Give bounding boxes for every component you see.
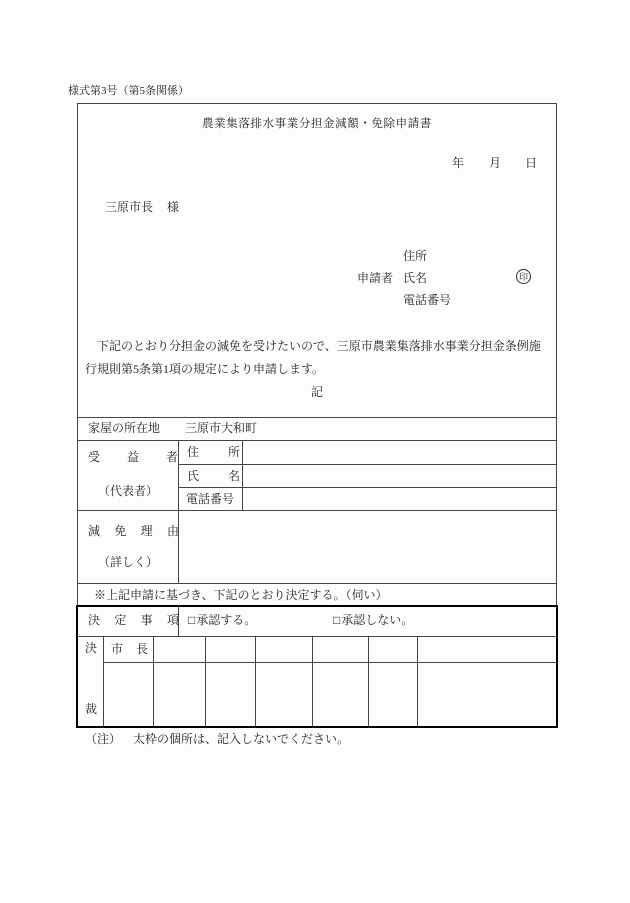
divider bbox=[103, 662, 556, 663]
checkbox-approve-icon: □ bbox=[188, 613, 196, 627]
reject-label: 承認しない。 bbox=[341, 613, 414, 627]
footnote-prefix: （注） bbox=[85, 732, 122, 746]
house-location-value: 三原市大和町 bbox=[185, 421, 258, 435]
addressee-name: 三原市長 bbox=[105, 200, 154, 214]
divider bbox=[153, 637, 154, 726]
applicant-phone-label: 電話番号 bbox=[403, 293, 452, 307]
addressee-honorific: 様 bbox=[167, 200, 180, 214]
mayor-label: 市長 bbox=[111, 642, 148, 656]
divider bbox=[368, 637, 369, 726]
divider bbox=[103, 637, 104, 726]
footnote bbox=[85, 732, 349, 746]
date-month-label: 月 bbox=[489, 156, 502, 170]
decision-item-label: 決定事項 bbox=[88, 613, 179, 627]
beneficiary-name-field bbox=[243, 465, 556, 487]
date-year-label: 年 bbox=[452, 156, 465, 170]
divider bbox=[255, 637, 256, 726]
divider bbox=[78, 583, 556, 584]
reject-option bbox=[333, 613, 413, 627]
applicant-label: 申請者 bbox=[357, 271, 394, 285]
kessai-top-char: 決 bbox=[84, 641, 97, 655]
footnote-text: 太枠の個所は、記入しないでください。 bbox=[133, 732, 350, 746]
body-paragraph: 下記のとおり分担金の減免を受けたいので、三原市農業集落排水事業分担金条例施行規則第5条第1項の規定により申請します。 bbox=[85, 339, 541, 376]
date-day-label: 日 bbox=[525, 156, 538, 170]
applicant-address-label: 住所 bbox=[403, 249, 428, 263]
divider bbox=[312, 637, 313, 726]
beneficiary-phone-field bbox=[243, 488, 556, 510]
applicant-name-label: 氏名 bbox=[403, 271, 428, 285]
form-code: 様式第3号（第5条関係） bbox=[68, 85, 189, 97]
beneficiary-address-label: 住所 bbox=[187, 445, 240, 459]
form-title: 農業集落排水事業分担金減額・免除申請書 bbox=[202, 118, 432, 130]
house-location-label: 家屋の所在地 bbox=[88, 421, 161, 435]
addressee-line bbox=[105, 200, 179, 214]
beneficiary-label: 受益者 bbox=[88, 450, 178, 464]
beneficiary-address-field bbox=[243, 441, 556, 464]
record-heading: 記 bbox=[310, 385, 323, 399]
divider bbox=[205, 637, 206, 726]
beneficiary-phone-label: 電話番号 bbox=[185, 492, 234, 506]
approve-option bbox=[188, 613, 256, 627]
seal-icon: 印 bbox=[516, 269, 531, 284]
divider bbox=[417, 637, 418, 726]
checkbox-reject-icon: □ bbox=[333, 613, 341, 627]
kessai-bottom-char: 裁 bbox=[84, 702, 97, 716]
divider bbox=[78, 636, 556, 637]
approve-label: 承認する。 bbox=[196, 613, 257, 627]
beneficiary-name-label: 氏名 bbox=[187, 469, 240, 483]
reason-label: 減免理由 bbox=[88, 524, 179, 538]
reason-field bbox=[179, 511, 556, 583]
beneficiary-sub-label: （代表者） bbox=[97, 484, 158, 498]
divider bbox=[78, 417, 556, 418]
decision-note: ※上記申請に基づき、下記のとおり決定する。（伺い） bbox=[94, 588, 388, 602]
reason-sub-label: （詳しく） bbox=[97, 555, 158, 569]
